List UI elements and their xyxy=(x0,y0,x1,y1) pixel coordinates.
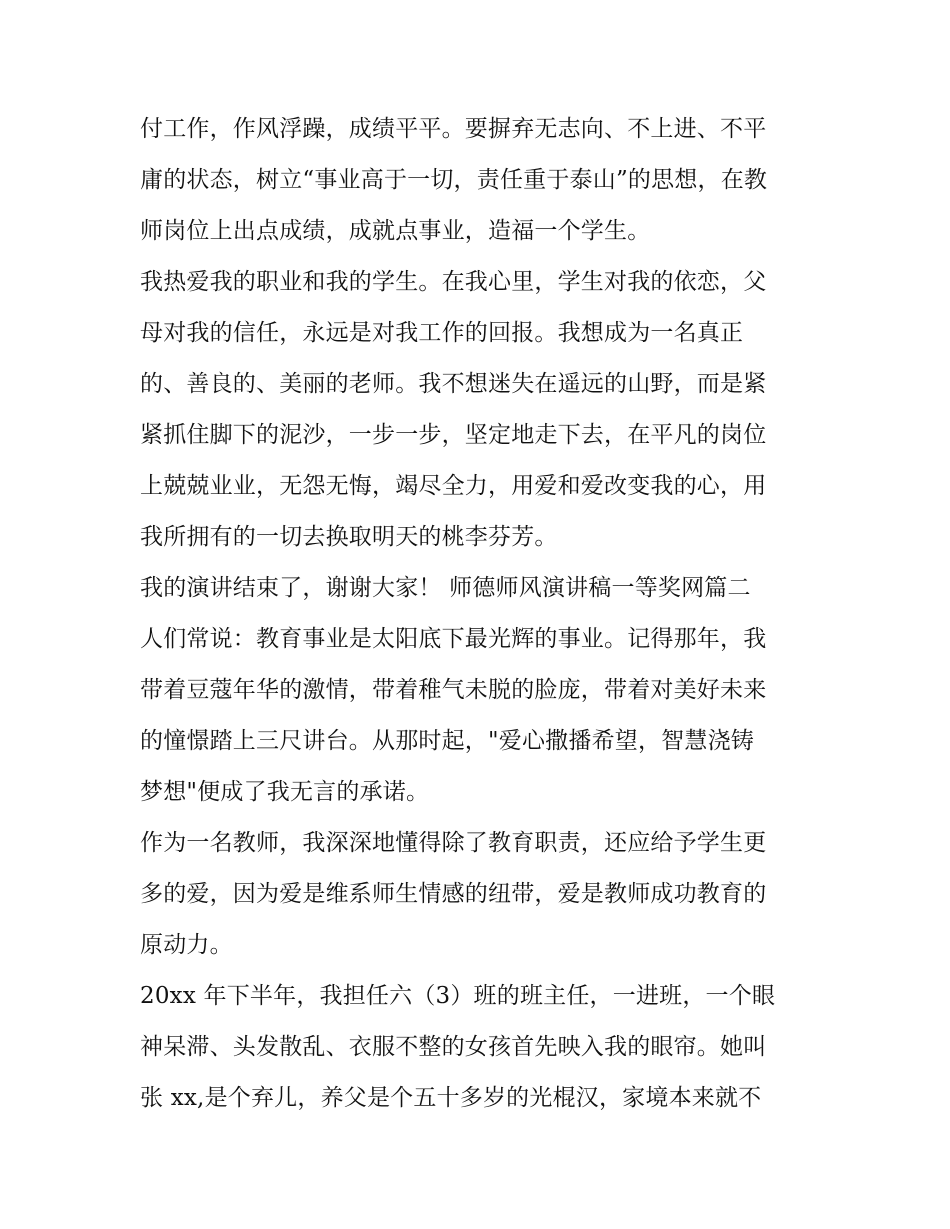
text-line: 紧抓住脚下的泥沙，一步一步，坚定地走下去，在平凡的岗位 xyxy=(140,422,767,448)
text-line: 带着豆蔻年华的激情，带着稚气未脱的脸庞，带着对美好未来 xyxy=(140,677,767,703)
text-line: 原动力。 xyxy=(140,932,233,958)
text-line: 付工作，作风浮躁，成绩平平。要摒弃无志向、不上进、不平 xyxy=(140,116,767,142)
text-line: 神呆滞、头发散乱、衣服不整的女孩首先映入我的眼帘。她叫 xyxy=(140,1034,767,1060)
text-line: 作为一名教师，我深深地懂得除了教育职责，还应给予学生更 xyxy=(140,830,767,856)
text-line: 梦想"便成了我无言的承诺。 xyxy=(140,779,430,805)
text-line: 我热爱我的职业和我的学生。在我心里，学生对我的依恋，父 xyxy=(140,269,767,295)
text-line: 我的演讲结束了，谢谢大家！ 师德师风演讲稿一等奖网篇二 xyxy=(140,575,751,601)
text-line: 人们常说：教育事业是太阳底下最光辉的事业。记得那年，我 xyxy=(140,626,767,652)
text-line: 张 xx,是个弃儿，养父是个五十多岁的光棍汉，家境本来就不 xyxy=(140,1085,762,1111)
text-line: 多的爱，因为爱是维系师生情感的纽带，爱是教师成功教育的 xyxy=(140,881,767,907)
text-line: 母对我的信任，永远是对我工作的回报。我想成为一名真正 xyxy=(140,320,744,346)
text-line: 师岗位上出点成绩，成就点事业，造福一个学生。 xyxy=(140,218,651,244)
text-line: 上兢兢业业，无怨无悔，竭尽全力，用爱和爱改变我的心，用 xyxy=(140,473,767,499)
text-line: 的、善良的、美丽的老师。我不想迷失在遥远的山野，而是紧 xyxy=(140,371,767,397)
document-body xyxy=(140,104,820,1124)
text-line: 的憧憬踏上三尺讲台。从那时起，"爱心撒播希望，智慧浇铸 xyxy=(140,728,754,754)
text-line: 我所拥有的一切去换取明天的桃李芬芳。 xyxy=(140,524,558,550)
text-line: 20xx 年下半年，我担任六（3）班的班主任，一进班，一个眼 xyxy=(140,983,776,1009)
text-line: 庸的状态，树立“事业高于一切，责任重于泰山”的思想，在教 xyxy=(140,167,768,193)
